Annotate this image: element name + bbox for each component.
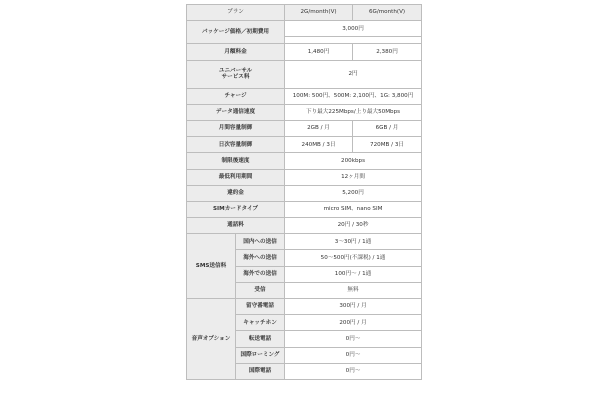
voice-item-value: 0円〜: [285, 331, 422, 347]
plan-2g-header: 2G/month(V): [285, 5, 353, 21]
package-label: パッケージ価格／初期費用: [187, 21, 285, 44]
voice-item-label: 留守番電話: [236, 299, 285, 315]
plan-table: [186, 4, 422, 380]
monthly-cap-label: 月間容量制御: [187, 120, 285, 136]
monthly-row: [187, 44, 422, 60]
daily-cap-2g: 240MB / 3日: [285, 137, 353, 153]
monthly-label: 月額料金: [187, 44, 285, 60]
package-pad: [285, 37, 422, 44]
plan-6g-header: 6G/month(V): [353, 5, 422, 21]
voice-item-label: 国際電話: [236, 363, 285, 379]
voice-group-label: 音声オプション: [187, 299, 236, 380]
universal-value: 2円: [285, 60, 422, 88]
sms-item-label: 受信: [236, 282, 285, 298]
sms-group-label: SMS送信料: [187, 234, 236, 299]
sms-item-label: 海外での送信: [236, 266, 285, 282]
voice-item-label: 国際ローミング: [236, 347, 285, 363]
package-row: [187, 21, 422, 37]
throttle-value: 200kbps: [285, 153, 422, 169]
call-fee-row: [187, 218, 422, 234]
call-fee-value: 20円 / 30秒: [285, 218, 422, 234]
plan-comparison: [186, 4, 421, 380]
charge-row: [187, 88, 422, 104]
speed-value: 下り最大225Mbps/上り最大50Mbps: [285, 104, 422, 120]
throttle-label: 制限後速度: [187, 153, 285, 169]
universal-row: [187, 60, 422, 88]
sim-type-value: micro SIM、nano SIM: [285, 201, 422, 217]
universal-label-line1: ユニバーサル: [218, 67, 253, 74]
throttle-row: [187, 153, 422, 169]
header-row: [187, 5, 422, 21]
sms-item-value: 無料: [285, 282, 422, 298]
voice-row: [187, 299, 422, 315]
voice-item-label: キャッチホン: [236, 315, 285, 331]
universal-label: [187, 60, 285, 88]
daily-cap-label: 日次容量制御: [187, 137, 285, 153]
min-term-row: [187, 169, 422, 185]
voice-item-label: 転送電話: [236, 331, 285, 347]
call-fee-label: 通話料: [187, 218, 285, 234]
sms-item-value: 100円〜 / 1通: [285, 266, 422, 282]
penalty-label: 違約金: [187, 185, 285, 201]
daily-cap-6g: 720MB / 3日: [353, 137, 422, 153]
package-value: 3,000円: [285, 21, 422, 37]
universal-label-line2: サービス料: [221, 74, 250, 81]
charge-label: チャージ: [187, 88, 285, 104]
penalty-row: [187, 185, 422, 201]
min-term-label: 最低利用期間: [187, 169, 285, 185]
sim-type-row: [187, 201, 422, 217]
speed-row: [187, 104, 422, 120]
monthly-cap-row: [187, 120, 422, 136]
daily-cap-row: [187, 137, 422, 153]
sms-row: [187, 234, 422, 250]
plan-header-label: プラン: [187, 5, 285, 21]
penalty-value: 5,200円: [285, 185, 422, 201]
voice-item-value: 300円 / 月: [285, 299, 422, 315]
sms-item-value: 3〜30円 / 1通: [285, 234, 422, 250]
sms-item-value: 50〜500円(不課税) / 1通: [285, 250, 422, 266]
charge-value: 100M: 500円、500M: 2,100円、1G: 3,800円: [285, 88, 422, 104]
voice-item-value: 0円〜: [285, 347, 422, 363]
min-term-value: 12ヶ月間: [285, 169, 422, 185]
speed-label: データ通信速度: [187, 104, 285, 120]
monthly-cap-2g: 2GB / 月: [285, 120, 353, 136]
monthly-cap-6g: 6GB / 月: [353, 120, 422, 136]
sms-item-label: 海外への送信: [236, 250, 285, 266]
monthly-6g: 2,380円: [353, 44, 422, 60]
voice-item-value: 200円 / 月: [285, 315, 422, 331]
sms-item-label: 国内への送信: [236, 234, 285, 250]
monthly-2g: 1,480円: [285, 44, 353, 60]
voice-item-value: 0円〜: [285, 363, 422, 379]
sim-type-label: SIMカードタイプ: [187, 201, 285, 217]
